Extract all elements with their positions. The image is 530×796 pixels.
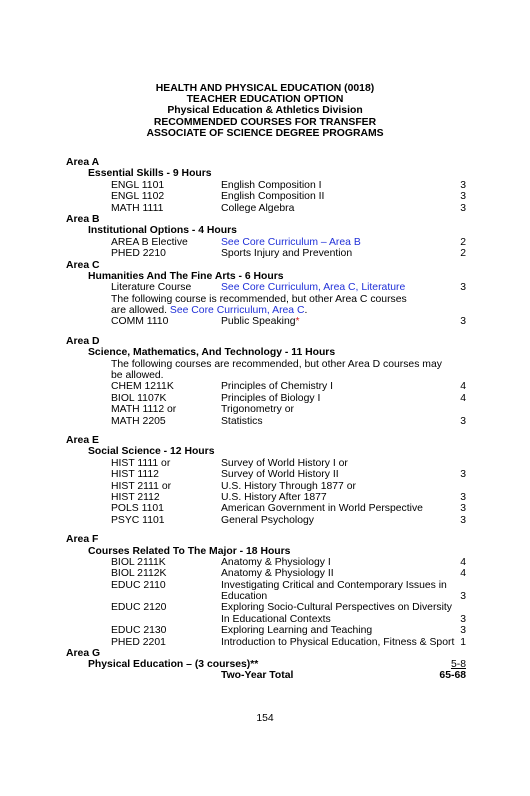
- area-c-note: The following course is recommended, but other Area C courses: [111, 293, 407, 305]
- area-d-note: be allowed.: [111, 370, 164, 382]
- course-row: [66, 180, 466, 191]
- area-d-subtitle: Science, Mathematics, And Technology - 11 Hours: [88, 347, 336, 359]
- note-text: are allowed.: [111, 305, 168, 317]
- course-title: Anatomy & Physiology I: [221, 556, 331, 568]
- course-code: HIST 1111 or: [111, 457, 171, 469]
- course-title: Exploring Learning and Teaching: [221, 625, 373, 637]
- header-option: TEACHER EDUCATION OPTION: [186, 94, 344, 106]
- spacer: [66, 427, 466, 435]
- area-g-hours: 5-8: [450, 659, 466, 671]
- core-curriculum-link[interactable]: See Core Curriculum – Area B: [221, 236, 361, 248]
- course-hours: 3: [460, 503, 466, 515]
- course-title: Survey of World History II: [221, 469, 339, 481]
- course-row: [66, 393, 466, 404]
- course-title: Principles of Chemistry I: [221, 381, 334, 393]
- course-code: AREA B Elective: [111, 236, 188, 248]
- area-a-title: Area A: [66, 157, 100, 168]
- area-a-subtitle: Essential Skills - 9 Hours: [88, 168, 212, 180]
- spacer: [66, 526, 466, 534]
- area-f-subtitle: Courses Related To The Major - 18 Hours: [88, 545, 291, 557]
- course-code: HIST 2112: [111, 491, 160, 503]
- course-row: [66, 404, 466, 415]
- course-hours: 1: [460, 636, 466, 648]
- header-program: HEALTH AND PHYSICAL EDUCATION (0018): [155, 83, 375, 94]
- course-hours: 3: [460, 316, 466, 328]
- course-code: ENGL 1102: [111, 191, 165, 203]
- course-code: PHED 2210: [111, 248, 166, 260]
- course-code: MATH 2205: [111, 415, 166, 427]
- course-code: EDUC 2130: [111, 625, 167, 637]
- course-hours: 3: [460, 282, 466, 294]
- course-row: [66, 614, 466, 625]
- page-number: 154: [256, 713, 274, 724]
- course-hours: 2: [460, 236, 466, 248]
- header-recommended: RECOMMENDED COURSES FOR TRANSFER: [153, 116, 377, 128]
- course-row: [66, 469, 466, 480]
- course-row: [66, 625, 466, 636]
- course-row: [66, 492, 466, 503]
- course-code: HIST 2111 or: [111, 480, 172, 492]
- course-title: College Algebra: [221, 202, 295, 214]
- course-row: [66, 637, 466, 648]
- course-title: In Educational Contexts: [221, 613, 331, 625]
- course-hours: 3: [460, 202, 466, 214]
- course-code: MATH 1112 or: [111, 404, 177, 416]
- area-g-subtitle-text: Physical Education – (3 courses)**: [88, 659, 259, 671]
- course-row: [66, 568, 466, 579]
- course-code: EDUC 2120: [111, 602, 167, 614]
- course-hours: 4: [460, 392, 466, 404]
- area-e-title: Area E: [66, 434, 99, 446]
- course-title: General Psychology: [221, 514, 314, 526]
- total-value: 65-68: [439, 670, 466, 681]
- course-title: Anatomy & Physiology II: [221, 568, 334, 580]
- course-row: [66, 191, 466, 202]
- area-e-subtitle: Social Science - 12 Hours: [88, 446, 215, 458]
- course-title: Survey of World History I or: [221, 457, 348, 469]
- header-division: Physical Education & Athletics Division: [167, 105, 363, 117]
- area-c-subtitle: Humanities And The Fine Arts - 6 Hours: [88, 270, 284, 282]
- total-label: Two-Year Total: [221, 670, 294, 681]
- core-curriculum-link[interactable]: See Core Curriculum, Area C, Literature: [221, 282, 406, 294]
- course-row: [66, 602, 466, 613]
- course-title: Education: [221, 591, 268, 603]
- course-title: English Composition I: [221, 179, 322, 191]
- two-year-total: [66, 670, 466, 682]
- area-f-title: Area F: [66, 534, 99, 546]
- course-code: HIST 1112: [111, 469, 159, 481]
- header-degree: ASSOCIATE OF SCIENCE DEGREE PROGRAMS: [146, 127, 384, 139]
- area-d-note: The following courses are recommended, but other Area D courses may: [111, 358, 442, 370]
- course-code: BIOL 2112K: [111, 568, 167, 580]
- course-title: Sports Injury and Prevention: [221, 248, 353, 260]
- course-hours: 3: [460, 415, 466, 427]
- course-hours: 3: [460, 191, 466, 203]
- course-hours: 2: [460, 248, 466, 260]
- spacer: [66, 328, 466, 336]
- course-row: [66, 416, 466, 427]
- course-row: [66, 282, 466, 293]
- course-row: [66, 248, 466, 259]
- course-row: [66, 591, 466, 602]
- course-code: ENGL 1101: [111, 179, 165, 191]
- course-row: [66, 503, 466, 514]
- course-hours: 4: [460, 568, 466, 580]
- course-code: PHED 2201: [111, 636, 166, 648]
- course-code: EDUC 2110: [111, 579, 166, 591]
- course-row: [66, 481, 466, 492]
- course-title: American Government in World Perspective: [221, 503, 423, 515]
- area-c-note: [66, 305, 466, 316]
- area-b-title: Area B: [66, 213, 100, 225]
- course-code: POLS 1101: [111, 503, 164, 515]
- area-g-title: Area G: [66, 648, 101, 660]
- course-title: [221, 316, 300, 327]
- course-row: [66, 316, 466, 327]
- course-row: [66, 458, 466, 469]
- area-d-title: Area D: [66, 335, 100, 347]
- course-hours: 3: [460, 625, 466, 637]
- course-code: PSYC 1101: [111, 514, 165, 526]
- course-title: English Composition II: [221, 191, 325, 203]
- course-code: COMM 1110: [111, 316, 169, 328]
- note-text: .: [304, 305, 308, 317]
- course-title: Introduction to Physical Education, Fitness & Sport: [221, 636, 455, 648]
- course-hours: 3: [460, 469, 466, 481]
- course-hours: 3: [460, 179, 466, 191]
- course-row: [66, 515, 466, 526]
- course-code: BIOL 2111K: [111, 556, 166, 568]
- course-hours: 4: [460, 381, 466, 393]
- course-code: Literature Course: [111, 282, 192, 294]
- course-hours: 3: [460, 613, 466, 625]
- course-list: [66, 157, 466, 671]
- document-header: [0, 83, 530, 139]
- course-title-text: Public Speaking: [221, 316, 296, 328]
- core-curriculum-link[interactable]: See Core Curriculum, Area C: [169, 305, 305, 317]
- course-hours: 4: [460, 556, 466, 568]
- course-title: Trigonometry or: [221, 404, 294, 416]
- course-row: [66, 381, 466, 392]
- course-code: CHEM 1211K: [111, 381, 174, 393]
- course-code: BIOL 1107K: [111, 392, 167, 404]
- course-row: [66, 203, 466, 214]
- course-title: Principles of Biology I: [221, 392, 321, 404]
- course-code: MATH 1111: [111, 202, 164, 214]
- area-b-subtitle: Institutional Options - 4 Hours: [88, 225, 237, 237]
- course-title: Statistics: [221, 415, 263, 427]
- course-title: Exploring Socio-Cultural Perspectives on Diversity: [221, 602, 452, 614]
- course-title: U.S. History After 1877: [221, 491, 327, 503]
- course-row: [66, 557, 466, 568]
- course-title: Investigating Critical and Contemporary Issues in: [221, 579, 447, 591]
- course-row: [66, 580, 466, 591]
- footnote-star: *: [295, 316, 300, 328]
- course-row: [66, 237, 466, 248]
- area-c-title: Area C: [66, 259, 100, 271]
- course-hours: 3: [460, 591, 466, 603]
- course-hours: 3: [460, 491, 466, 503]
- course-hours: 3: [460, 514, 466, 526]
- course-title: U.S. History Through 1877 or: [221, 480, 356, 492]
